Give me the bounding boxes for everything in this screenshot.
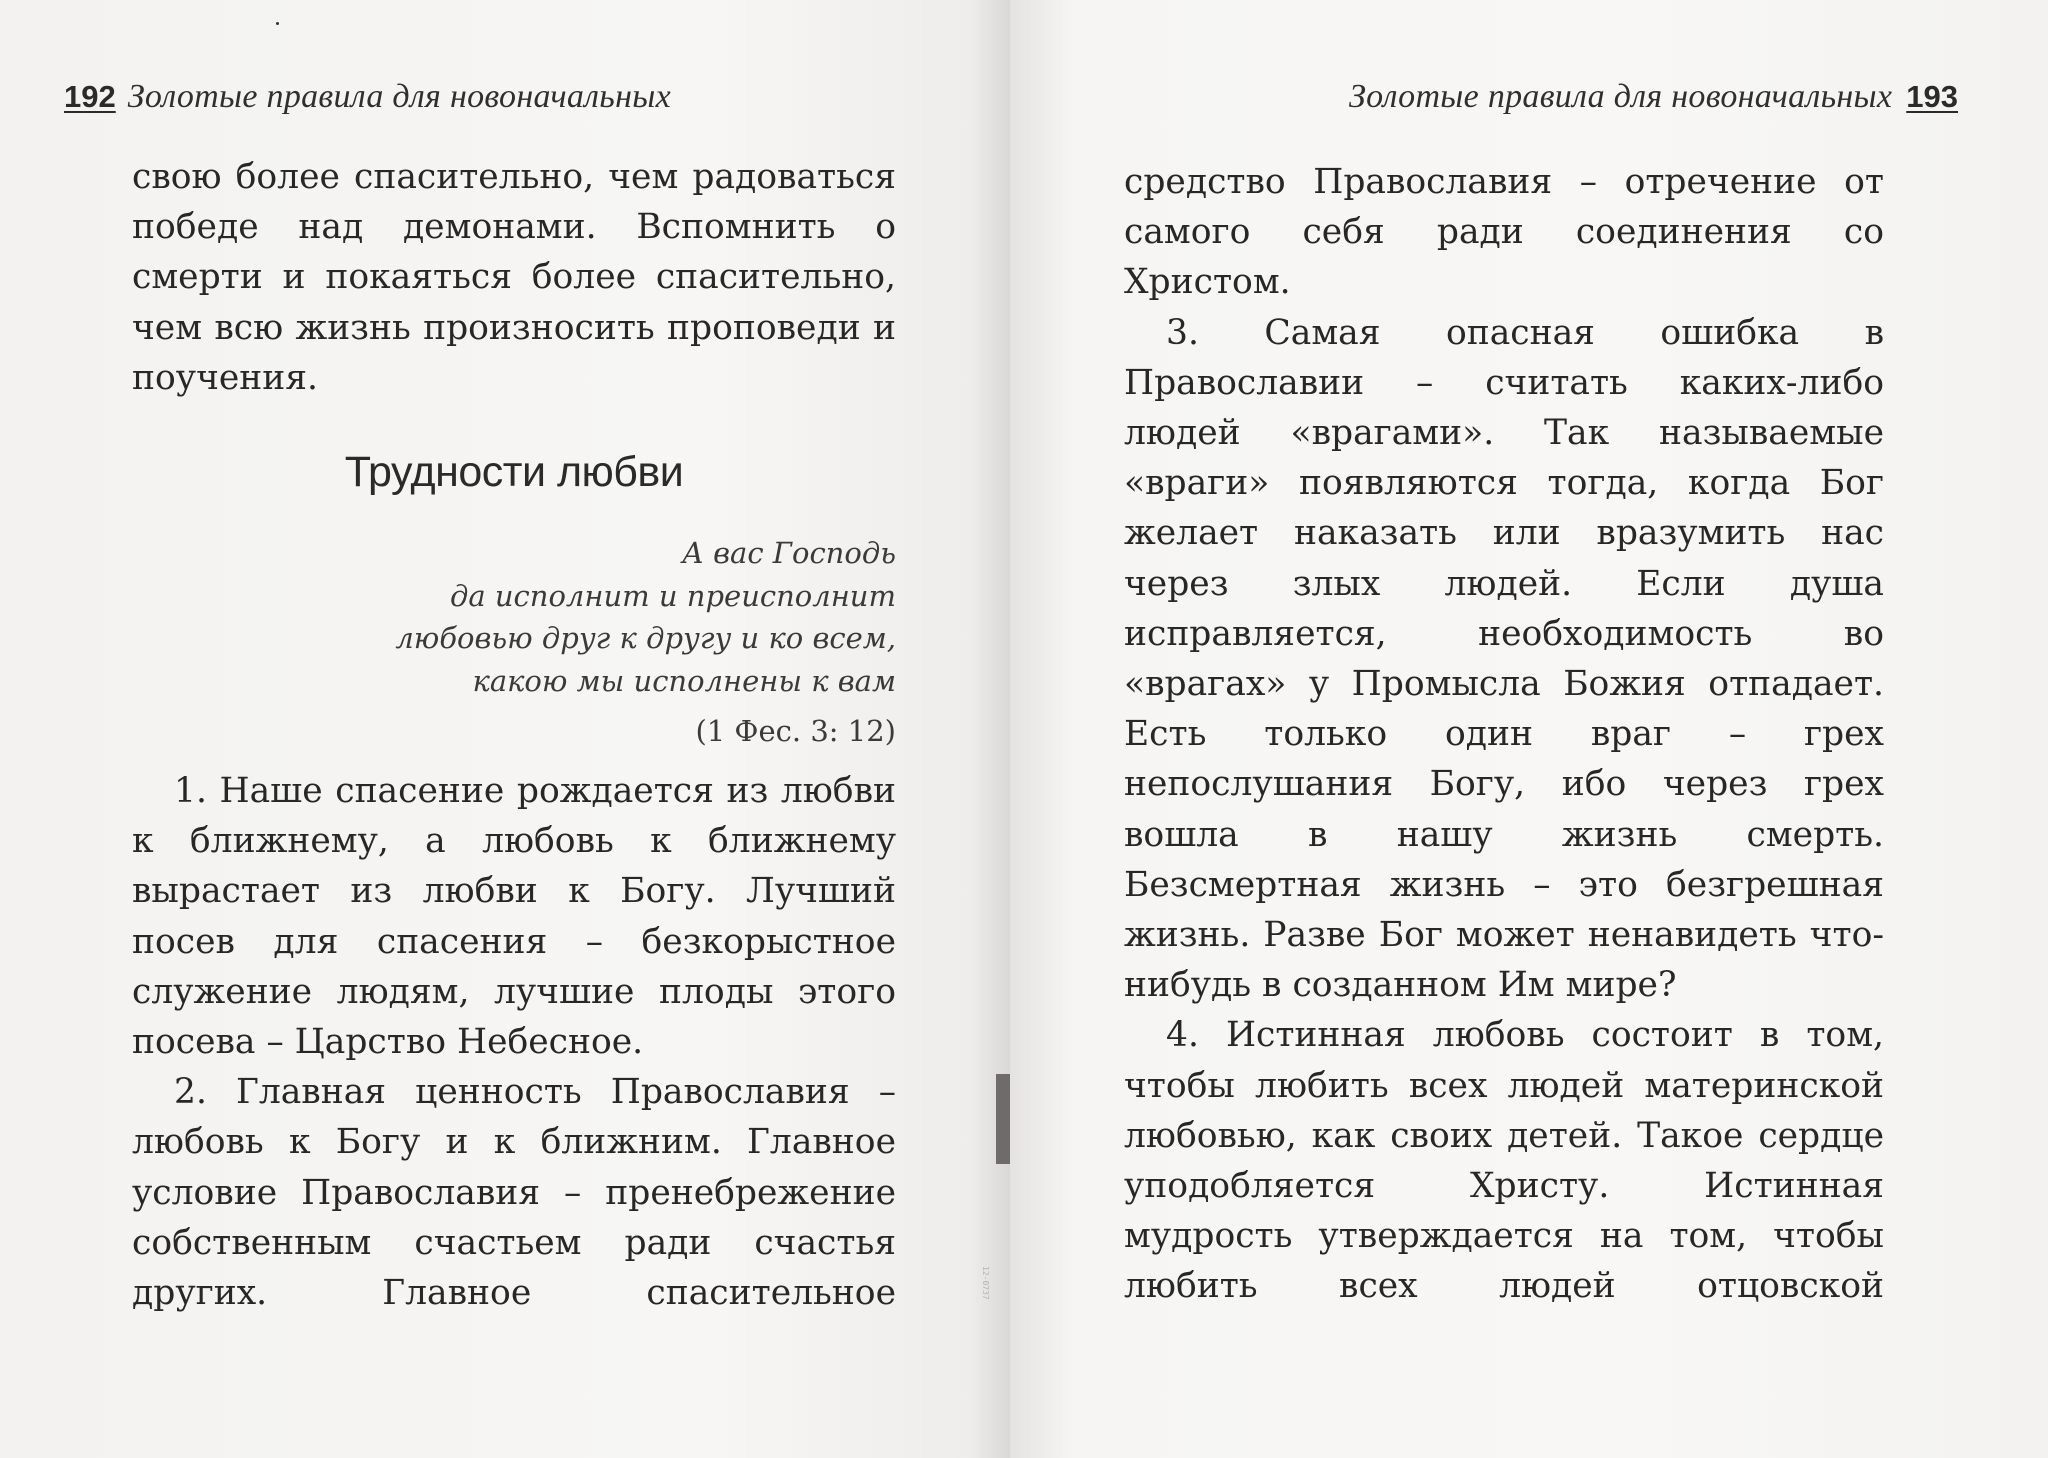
paragraph-1: 1. Наше спасение рождается из любви к ближнему, а любовь к ближнему вырастает из любви к Богу. Лучший посев для спасения – безкорыстное служение людям, лучшие плоды этого посева – Царство Небесное.: [132, 771, 896, 1063]
left-page: [0, 0, 1010, 1458]
right-running-title: Золотые правила для новоначальных: [1349, 78, 1893, 115]
left-continuation-text: [132, 152, 896, 403]
left-body-text: [132, 766, 896, 1318]
print-speck: [276, 22, 279, 25]
right-page-header: [1349, 78, 1958, 122]
left-page-header: [64, 78, 671, 122]
section-heading: Трудности любви: [344, 448, 684, 496]
epigraph-reference: (1 Фес. 3: 12): [695, 714, 896, 748]
epigraph-line: какою мы исполнены к вам: [472, 663, 896, 698]
spine-shadow-mark: [996, 1074, 1010, 1164]
epigraph-line: любовью друг к другу и ко всем,: [395, 621, 896, 655]
right-continuation-paragraph: средство Православия – отречение от самого себя ради соединения со Христом.: [1124, 162, 1884, 303]
left-running-title: Золотые правила для новоначальных: [127, 78, 671, 115]
paragraph-2: 2. Главная ценность Православия – любовь к Богу и к ближним. Главное условие Православия – пренебрежение собственным счастьем ради счастья других. Главное спасительное: [132, 1072, 896, 1314]
paragraph-3: 3. Самая опасная ошибка в Православии – считать каких-либо людей «врагами». Так называемые «враги» появляются тогда, когда Бог желает наказать или вразумить нас через злых людей. Если душа исправляется, необходимость во «врагах» у Промысла Божия отпадает. Есть только один враг – грех непослушания Богу, ибо через грех вошла в нашу жизнь смерть. Безсмертная жизнь – это безгрешная жизнь. Разве Бог может ненавидеть что-нибудь в созданном Им мире?: [1124, 312, 1884, 1006]
right-body-text: [1124, 157, 1884, 1312]
spine-print-code: 12-0737: [981, 1266, 990, 1300]
epigraph-line: да исполнит и преисполнит: [449, 578, 896, 613]
epigraph-line: А вас Господь: [681, 536, 896, 570]
continuation-paragraph: свою более спасительно, чем радоваться победе над демонами. Вспомнить о смерти и покаяться более спасительно, чем всю жизнь произносить проповеди и поучения.: [132, 157, 896, 398]
right-page-number: 193: [1906, 79, 1958, 114]
epigraph: [395, 532, 896, 702]
left-page-number: 192: [64, 79, 116, 114]
paragraph-4: 4. Истинная любовь состоит в том, чтобы любить всех людей материнской любовью, как своих детей. Такое сердце уподобляется Христу. Истинная мудрость утверждается на том, чтобы любить всех людей отцовской: [1124, 1015, 1884, 1307]
